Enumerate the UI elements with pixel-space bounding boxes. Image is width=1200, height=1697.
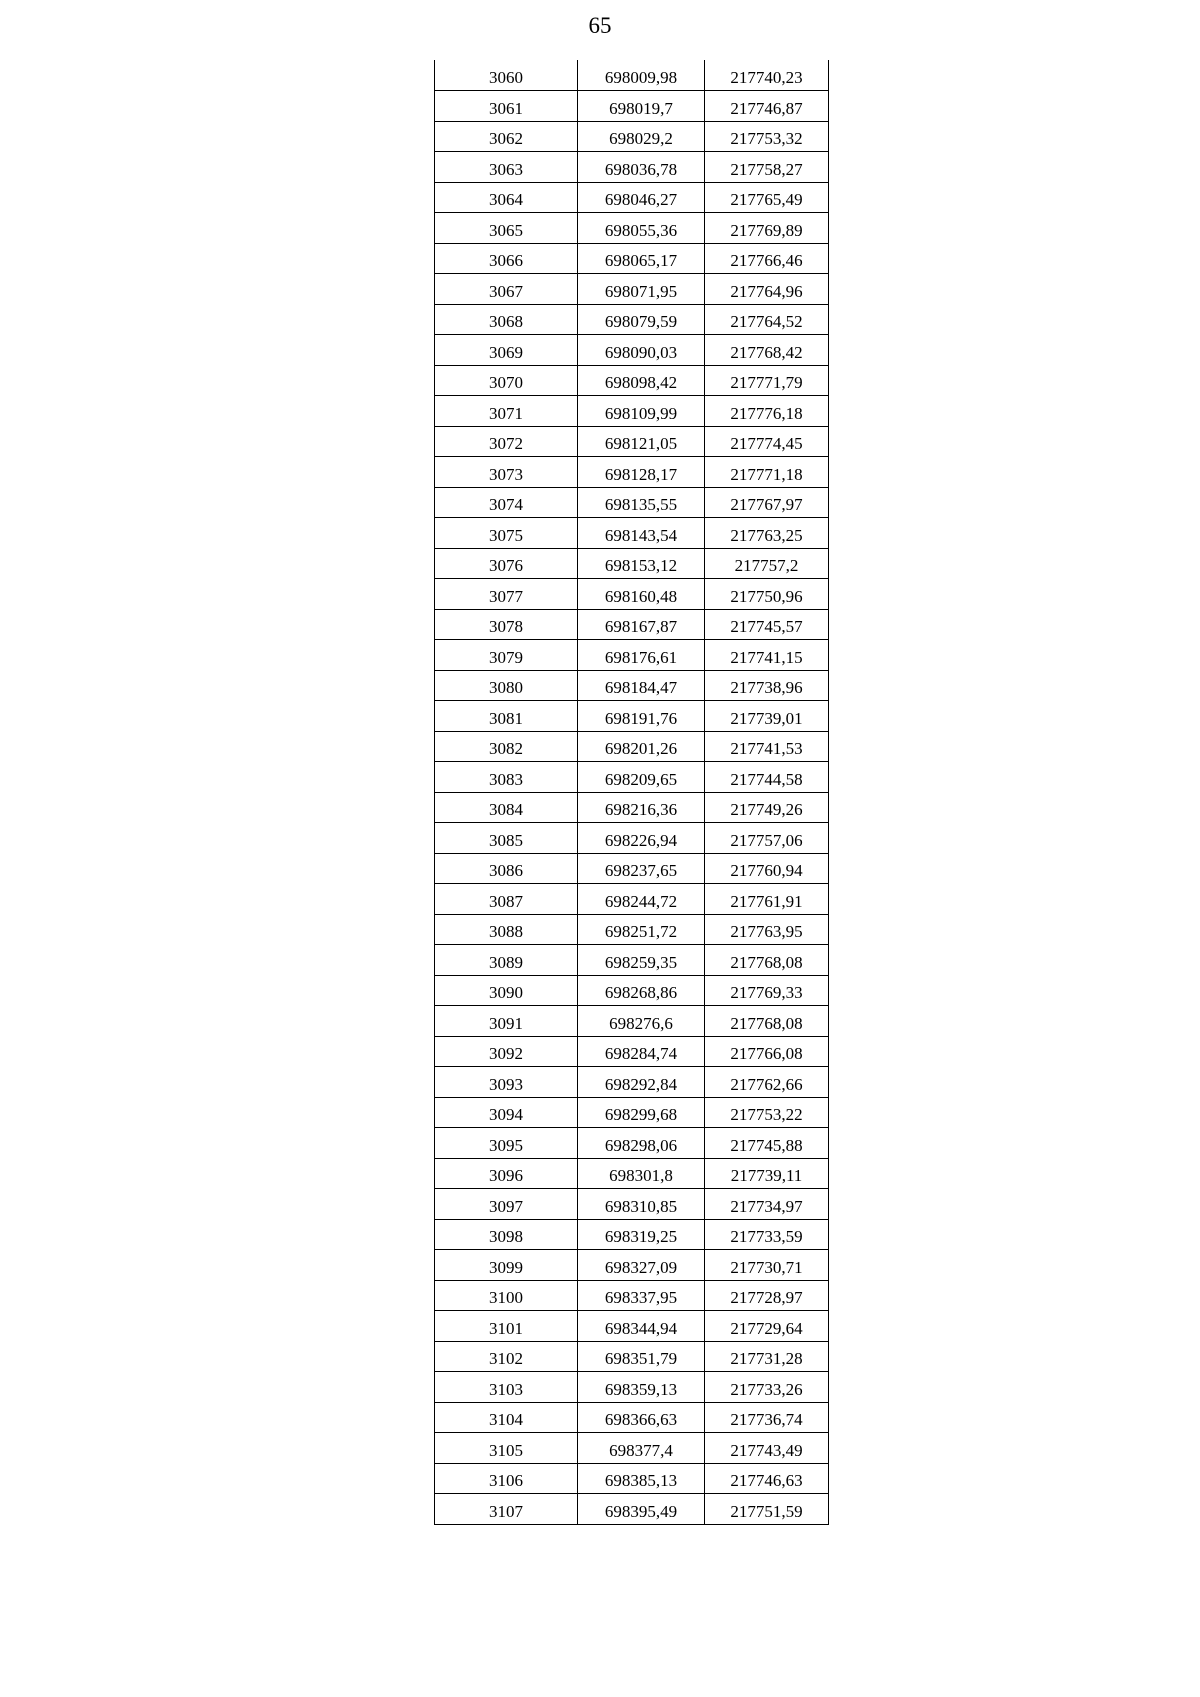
table-row	[435, 274, 829, 305]
y-coordinate-cell: 217771,18	[705, 457, 829, 488]
table-row	[435, 762, 829, 793]
point-number-cell: 3096	[435, 1158, 578, 1189]
table-row	[435, 975, 829, 1006]
point-number-cell: 3095	[435, 1128, 578, 1159]
x-coordinate-cell: 698128,17	[578, 457, 705, 488]
point-number-cell: 3079	[435, 640, 578, 671]
point-number-cell: 3082	[435, 731, 578, 762]
x-coordinate-cell: 698176,61	[578, 640, 705, 671]
y-coordinate-cell: 217764,96	[705, 274, 829, 305]
x-coordinate-cell: 698310,85	[578, 1189, 705, 1220]
point-number-cell: 3072	[435, 426, 578, 457]
table-row	[435, 1219, 829, 1250]
y-coordinate-cell: 217734,97	[705, 1189, 829, 1220]
x-coordinate-cell: 698143,54	[578, 518, 705, 549]
x-coordinate-cell: 698009,98	[578, 60, 705, 91]
table-row	[435, 518, 829, 549]
x-coordinate-cell: 698268,86	[578, 975, 705, 1006]
x-coordinate-cell: 698019,7	[578, 91, 705, 122]
table-row	[435, 579, 829, 610]
point-number-cell: 3099	[435, 1250, 578, 1281]
table-row	[435, 853, 829, 884]
x-coordinate-cell: 698319,25	[578, 1219, 705, 1250]
table-row	[435, 487, 829, 518]
y-coordinate-cell: 217768,08	[705, 945, 829, 976]
y-coordinate-cell: 217769,89	[705, 213, 829, 244]
x-coordinate-cell: 698216,36	[578, 792, 705, 823]
point-number-cell: 3080	[435, 670, 578, 701]
x-coordinate-cell: 698366,63	[578, 1402, 705, 1433]
point-number-cell: 3086	[435, 853, 578, 884]
point-number-cell: 3084	[435, 792, 578, 823]
point-number-cell: 3074	[435, 487, 578, 518]
x-coordinate-cell: 698029,2	[578, 121, 705, 152]
y-coordinate-cell: 217750,96	[705, 579, 829, 610]
x-coordinate-cell: 698259,35	[578, 945, 705, 976]
y-coordinate-cell: 217731,28	[705, 1341, 829, 1372]
y-coordinate-cell: 217776,18	[705, 396, 829, 427]
table-row	[435, 243, 829, 274]
point-number-cell: 3097	[435, 1189, 578, 1220]
table-row	[435, 914, 829, 945]
x-coordinate-cell: 698251,72	[578, 914, 705, 945]
coordinates-table	[434, 60, 829, 1525]
table-row	[435, 304, 829, 335]
y-coordinate-cell: 217743,49	[705, 1433, 829, 1464]
x-coordinate-cell: 698359,13	[578, 1372, 705, 1403]
y-coordinate-cell: 217741,53	[705, 731, 829, 762]
x-coordinate-cell: 698301,8	[578, 1158, 705, 1189]
table-row	[435, 1402, 829, 1433]
table-row	[435, 1311, 829, 1342]
point-number-cell: 3061	[435, 91, 578, 122]
y-coordinate-cell: 217739,11	[705, 1158, 829, 1189]
point-number-cell: 3066	[435, 243, 578, 274]
x-coordinate-cell: 698079,59	[578, 304, 705, 335]
x-coordinate-cell: 698276,6	[578, 1006, 705, 1037]
x-coordinate-cell: 698071,95	[578, 274, 705, 305]
x-coordinate-cell: 698284,74	[578, 1036, 705, 1067]
table-row	[435, 701, 829, 732]
table-row	[435, 1097, 829, 1128]
x-coordinate-cell: 698167,87	[578, 609, 705, 640]
table-row	[435, 1494, 829, 1525]
x-coordinate-cell: 698090,03	[578, 335, 705, 366]
y-coordinate-cell: 217762,66	[705, 1067, 829, 1098]
point-number-cell: 3071	[435, 396, 578, 427]
table-row	[435, 121, 829, 152]
y-coordinate-cell: 217763,25	[705, 518, 829, 549]
table-row	[435, 1067, 829, 1098]
x-coordinate-cell: 698121,05	[578, 426, 705, 457]
point-number-cell: 3085	[435, 823, 578, 854]
point-number-cell: 3081	[435, 701, 578, 732]
y-coordinate-cell: 217765,49	[705, 182, 829, 213]
y-coordinate-cell: 217740,23	[705, 60, 829, 91]
x-coordinate-cell: 698327,09	[578, 1250, 705, 1281]
table-row	[435, 457, 829, 488]
y-coordinate-cell: 217766,46	[705, 243, 829, 274]
y-coordinate-cell: 217766,08	[705, 1036, 829, 1067]
table-row	[435, 792, 829, 823]
table-row	[435, 823, 829, 854]
y-coordinate-cell: 217753,32	[705, 121, 829, 152]
y-coordinate-cell: 217739,01	[705, 701, 829, 732]
table-row	[435, 1128, 829, 1159]
table-row	[435, 945, 829, 976]
x-coordinate-cell: 698184,47	[578, 670, 705, 701]
table-row	[435, 426, 829, 457]
table-row	[435, 640, 829, 671]
table-row	[435, 1006, 829, 1037]
y-coordinate-cell: 217768,08	[705, 1006, 829, 1037]
point-number-cell: 3093	[435, 1067, 578, 1098]
y-coordinate-cell: 217738,96	[705, 670, 829, 701]
x-coordinate-cell: 698298,06	[578, 1128, 705, 1159]
x-coordinate-cell: 698351,79	[578, 1341, 705, 1372]
y-coordinate-cell: 217761,91	[705, 884, 829, 915]
x-coordinate-cell: 698292,84	[578, 1067, 705, 1098]
y-coordinate-cell: 217744,58	[705, 762, 829, 793]
table-row	[435, 1250, 829, 1281]
point-number-cell: 3103	[435, 1372, 578, 1403]
point-number-cell: 3094	[435, 1097, 578, 1128]
point-number-cell: 3087	[435, 884, 578, 915]
point-number-cell: 3090	[435, 975, 578, 1006]
table-row	[435, 1433, 829, 1464]
y-coordinate-cell: 217769,33	[705, 975, 829, 1006]
y-coordinate-cell: 217768,42	[705, 335, 829, 366]
x-coordinate-cell: 698237,65	[578, 853, 705, 884]
table-row	[435, 152, 829, 183]
x-coordinate-cell: 698135,55	[578, 487, 705, 518]
y-coordinate-cell: 217753,22	[705, 1097, 829, 1128]
x-coordinate-cell: 698201,26	[578, 731, 705, 762]
y-coordinate-cell: 217730,71	[705, 1250, 829, 1281]
point-number-cell: 3098	[435, 1219, 578, 1250]
x-coordinate-cell: 698344,94	[578, 1311, 705, 1342]
y-coordinate-cell: 217741,15	[705, 640, 829, 671]
y-coordinate-cell: 217746,63	[705, 1463, 829, 1494]
point-number-cell: 3104	[435, 1402, 578, 1433]
point-number-cell: 3083	[435, 762, 578, 793]
point-number-cell: 3106	[435, 1463, 578, 1494]
x-coordinate-cell: 698226,94	[578, 823, 705, 854]
x-coordinate-cell: 698036,78	[578, 152, 705, 183]
x-coordinate-cell: 698046,27	[578, 182, 705, 213]
y-coordinate-cell: 217728,97	[705, 1280, 829, 1311]
coordinates-table-body	[435, 60, 829, 1524]
point-number-cell: 3063	[435, 152, 578, 183]
point-number-cell: 3075	[435, 518, 578, 549]
x-coordinate-cell: 698337,95	[578, 1280, 705, 1311]
table-row	[435, 1341, 829, 1372]
y-coordinate-cell: 217733,26	[705, 1372, 829, 1403]
y-coordinate-cell: 217733,59	[705, 1219, 829, 1250]
y-coordinate-cell: 217745,88	[705, 1128, 829, 1159]
y-coordinate-cell: 217751,59	[705, 1494, 829, 1525]
point-number-cell: 3073	[435, 457, 578, 488]
point-number-cell: 3107	[435, 1494, 578, 1525]
y-coordinate-cell: 217729,64	[705, 1311, 829, 1342]
y-coordinate-cell: 217760,94	[705, 853, 829, 884]
table-row	[435, 884, 829, 915]
table-row	[435, 1280, 829, 1311]
table-row	[435, 396, 829, 427]
point-number-cell: 3065	[435, 213, 578, 244]
table-row	[435, 182, 829, 213]
x-coordinate-cell: 698209,65	[578, 762, 705, 793]
point-number-cell: 3091	[435, 1006, 578, 1037]
y-coordinate-cell: 217749,26	[705, 792, 829, 823]
x-coordinate-cell: 698055,36	[578, 213, 705, 244]
table-row	[435, 1036, 829, 1067]
point-number-cell: 3076	[435, 548, 578, 579]
table-row	[435, 335, 829, 366]
x-coordinate-cell: 698160,48	[578, 579, 705, 610]
point-number-cell: 3101	[435, 1311, 578, 1342]
x-coordinate-cell: 698244,72	[578, 884, 705, 915]
x-coordinate-cell: 698153,12	[578, 548, 705, 579]
y-coordinate-cell: 217746,87	[705, 91, 829, 122]
table-row	[435, 91, 829, 122]
table-row	[435, 60, 829, 91]
x-coordinate-cell: 698098,42	[578, 365, 705, 396]
y-coordinate-cell: 217763,95	[705, 914, 829, 945]
point-number-cell: 3064	[435, 182, 578, 213]
point-number-cell: 3067	[435, 274, 578, 305]
point-number-cell: 3062	[435, 121, 578, 152]
point-number-cell: 3102	[435, 1341, 578, 1372]
table-row	[435, 1463, 829, 1494]
y-coordinate-cell: 217736,74	[705, 1402, 829, 1433]
point-number-cell: 3089	[435, 945, 578, 976]
table-row	[435, 365, 829, 396]
table-row	[435, 213, 829, 244]
y-coordinate-cell: 217771,79	[705, 365, 829, 396]
x-coordinate-cell: 698299,68	[578, 1097, 705, 1128]
x-coordinate-cell: 698109,99	[578, 396, 705, 427]
y-coordinate-cell: 217757,06	[705, 823, 829, 854]
table-row	[435, 1372, 829, 1403]
point-number-cell: 3060	[435, 60, 578, 91]
y-coordinate-cell: 217758,27	[705, 152, 829, 183]
y-coordinate-cell: 217774,45	[705, 426, 829, 457]
point-number-cell: 3088	[435, 914, 578, 945]
table-row	[435, 1189, 829, 1220]
y-coordinate-cell: 217764,52	[705, 304, 829, 335]
x-coordinate-cell: 698191,76	[578, 701, 705, 732]
table-row	[435, 731, 829, 762]
table-row	[435, 1158, 829, 1189]
point-number-cell: 3077	[435, 579, 578, 610]
y-coordinate-cell: 217757,2	[705, 548, 829, 579]
table-row	[435, 670, 829, 701]
point-number-cell: 3070	[435, 365, 578, 396]
y-coordinate-cell: 217767,97	[705, 487, 829, 518]
page-number: 65	[588, 13, 612, 38]
point-number-cell: 3092	[435, 1036, 578, 1067]
table-row	[435, 548, 829, 579]
y-coordinate-cell: 217745,57	[705, 609, 829, 640]
x-coordinate-cell: 698065,17	[578, 243, 705, 274]
point-number-cell: 3068	[435, 304, 578, 335]
x-coordinate-cell: 698395,49	[578, 1494, 705, 1525]
x-coordinate-cell: 698385,13	[578, 1463, 705, 1494]
point-number-cell: 3100	[435, 1280, 578, 1311]
point-number-cell: 3069	[435, 335, 578, 366]
x-coordinate-cell: 698377,4	[578, 1433, 705, 1464]
table-row	[435, 609, 829, 640]
point-number-cell: 3105	[435, 1433, 578, 1464]
point-number-cell: 3078	[435, 609, 578, 640]
